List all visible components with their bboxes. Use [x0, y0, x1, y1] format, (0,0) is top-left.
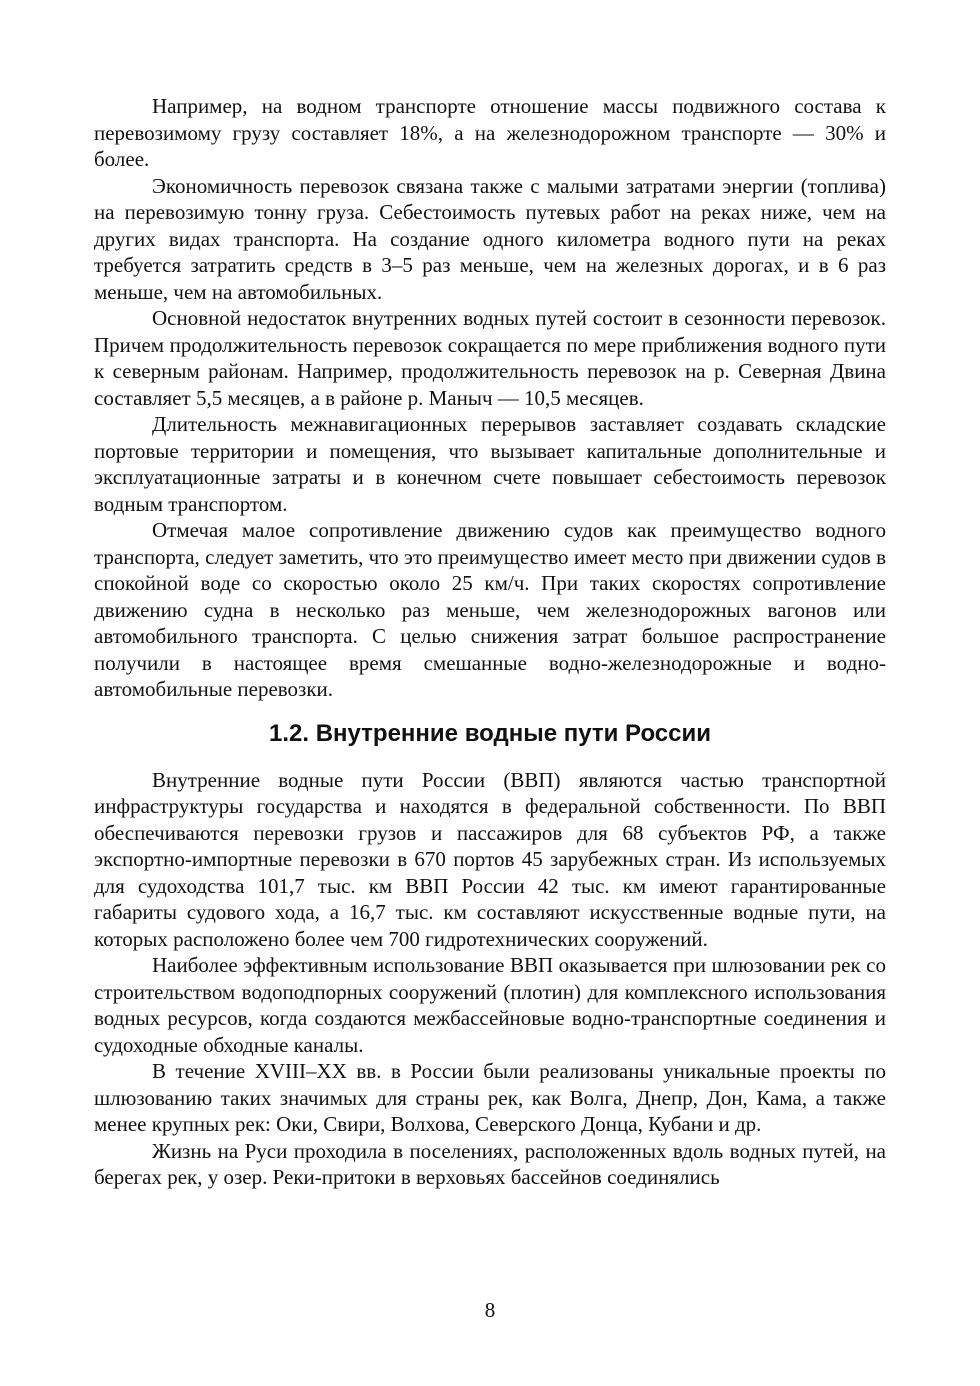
paragraph: Отмечая малое сопротивление движению судов как преимущество водного транспорта, следует заметить, что это преимущество имеет место при движении судов в спокойной воде со скоростью около 25 км/ч. При таких скоростях сопротивление движению судна в несколько раз меньше, чем железнодорожных вагонов или автомобильного транспорта. С целью снижения затрат большое распространение получили в настоящее время смешанные водно-железнодорожные и водно-автомобильные перевозки. — [94, 518, 886, 701]
page-number: 8 — [484, 1298, 496, 1322]
paragraph: Экономичность перевозок связана также с малыми затратами энергии (топлива) на перевозимую тонну груза. Себестоимость путевых работ на реках ниже, чем на других видах транспорта. На создание одного километра водного пути на реках требуется затратить средств в 3–5 раз меньше, чем на железных дорогах, и в 6 раз меньше, чем на автомобильных. — [94, 173, 886, 304]
paragraph: Внутренние водные пути России (ВВП) являются частью транспортной инфраструктуры государства и находятся в федеральной собственности. По ВВП обеспечиваются перевозки грузов и пассажиров для 68 субъектов РФ, а также экспортно-импортные перевозки в 670 портов 45 зарубежных стран. Из используемых для судоходства 101,7 тыс. км ВВП России 42 тыс. км имеют гарантированные габариты судового хода, а 16,7 тыс. км составляют искусственные водные пути, на которых расположено более чем 700 гидротехнических сооружений. — [94, 767, 886, 951]
paragraph: Длительность межнавигационных перерывов заставляет создавать складские портовые территории и помещения, что вызывает капитальные дополнительные и эксплуатационные затраты и в конечном счете повышает себестоимость перевозок водным транспортом. — [94, 412, 886, 516]
paragraph: В течение XVIII–XX вв. в России были реализованы уникальные проекты по шлюзованию таких значимых для страны рек, как Волга, Днепр, Дон, Кама, а также менее крупных рек: Оки, Свири, Волхова, Северского Донца, Кубани и др. — [94, 1059, 886, 1136]
paragraph: Основной недостаток внутренних водных путей состоит в сезонности перевозок. Причем продолжительность перевозок сокращается по мере приближения водного пути к северным районам. Например, продолжительность перевозок на р. Северная Двина составляет 5,5 месяцев, а в районе р. Маныч — 10,5 месяцев. — [94, 306, 886, 410]
paragraph: Например, на водном транспорте отношение массы подвижного состава к перевозимому грузу составляет 18%, а на железнодорожном транспорте — 30% и более. — [94, 94, 886, 171]
paragraph: Наиболее эффективным использование ВВП оказывается при шлюзовании рек со строительством водоподпорных сооружений (плотин) для комплексного использования водных ресурсов, когда создаются межбассейновые водно-транспортные соединения и судоходные обходные каналы. — [94, 953, 886, 1057]
paragraph: Жизнь на Руси проходила в поселениях, расположенных вдоль водных путей, на берегах рек, у озер. Реки-притоки в верховьях бассейнов соединялись — [94, 1138, 886, 1189]
section-heading: 1.2. Внутренние водные пути России — [269, 719, 711, 747]
page-content — [94, 93, 886, 1191]
